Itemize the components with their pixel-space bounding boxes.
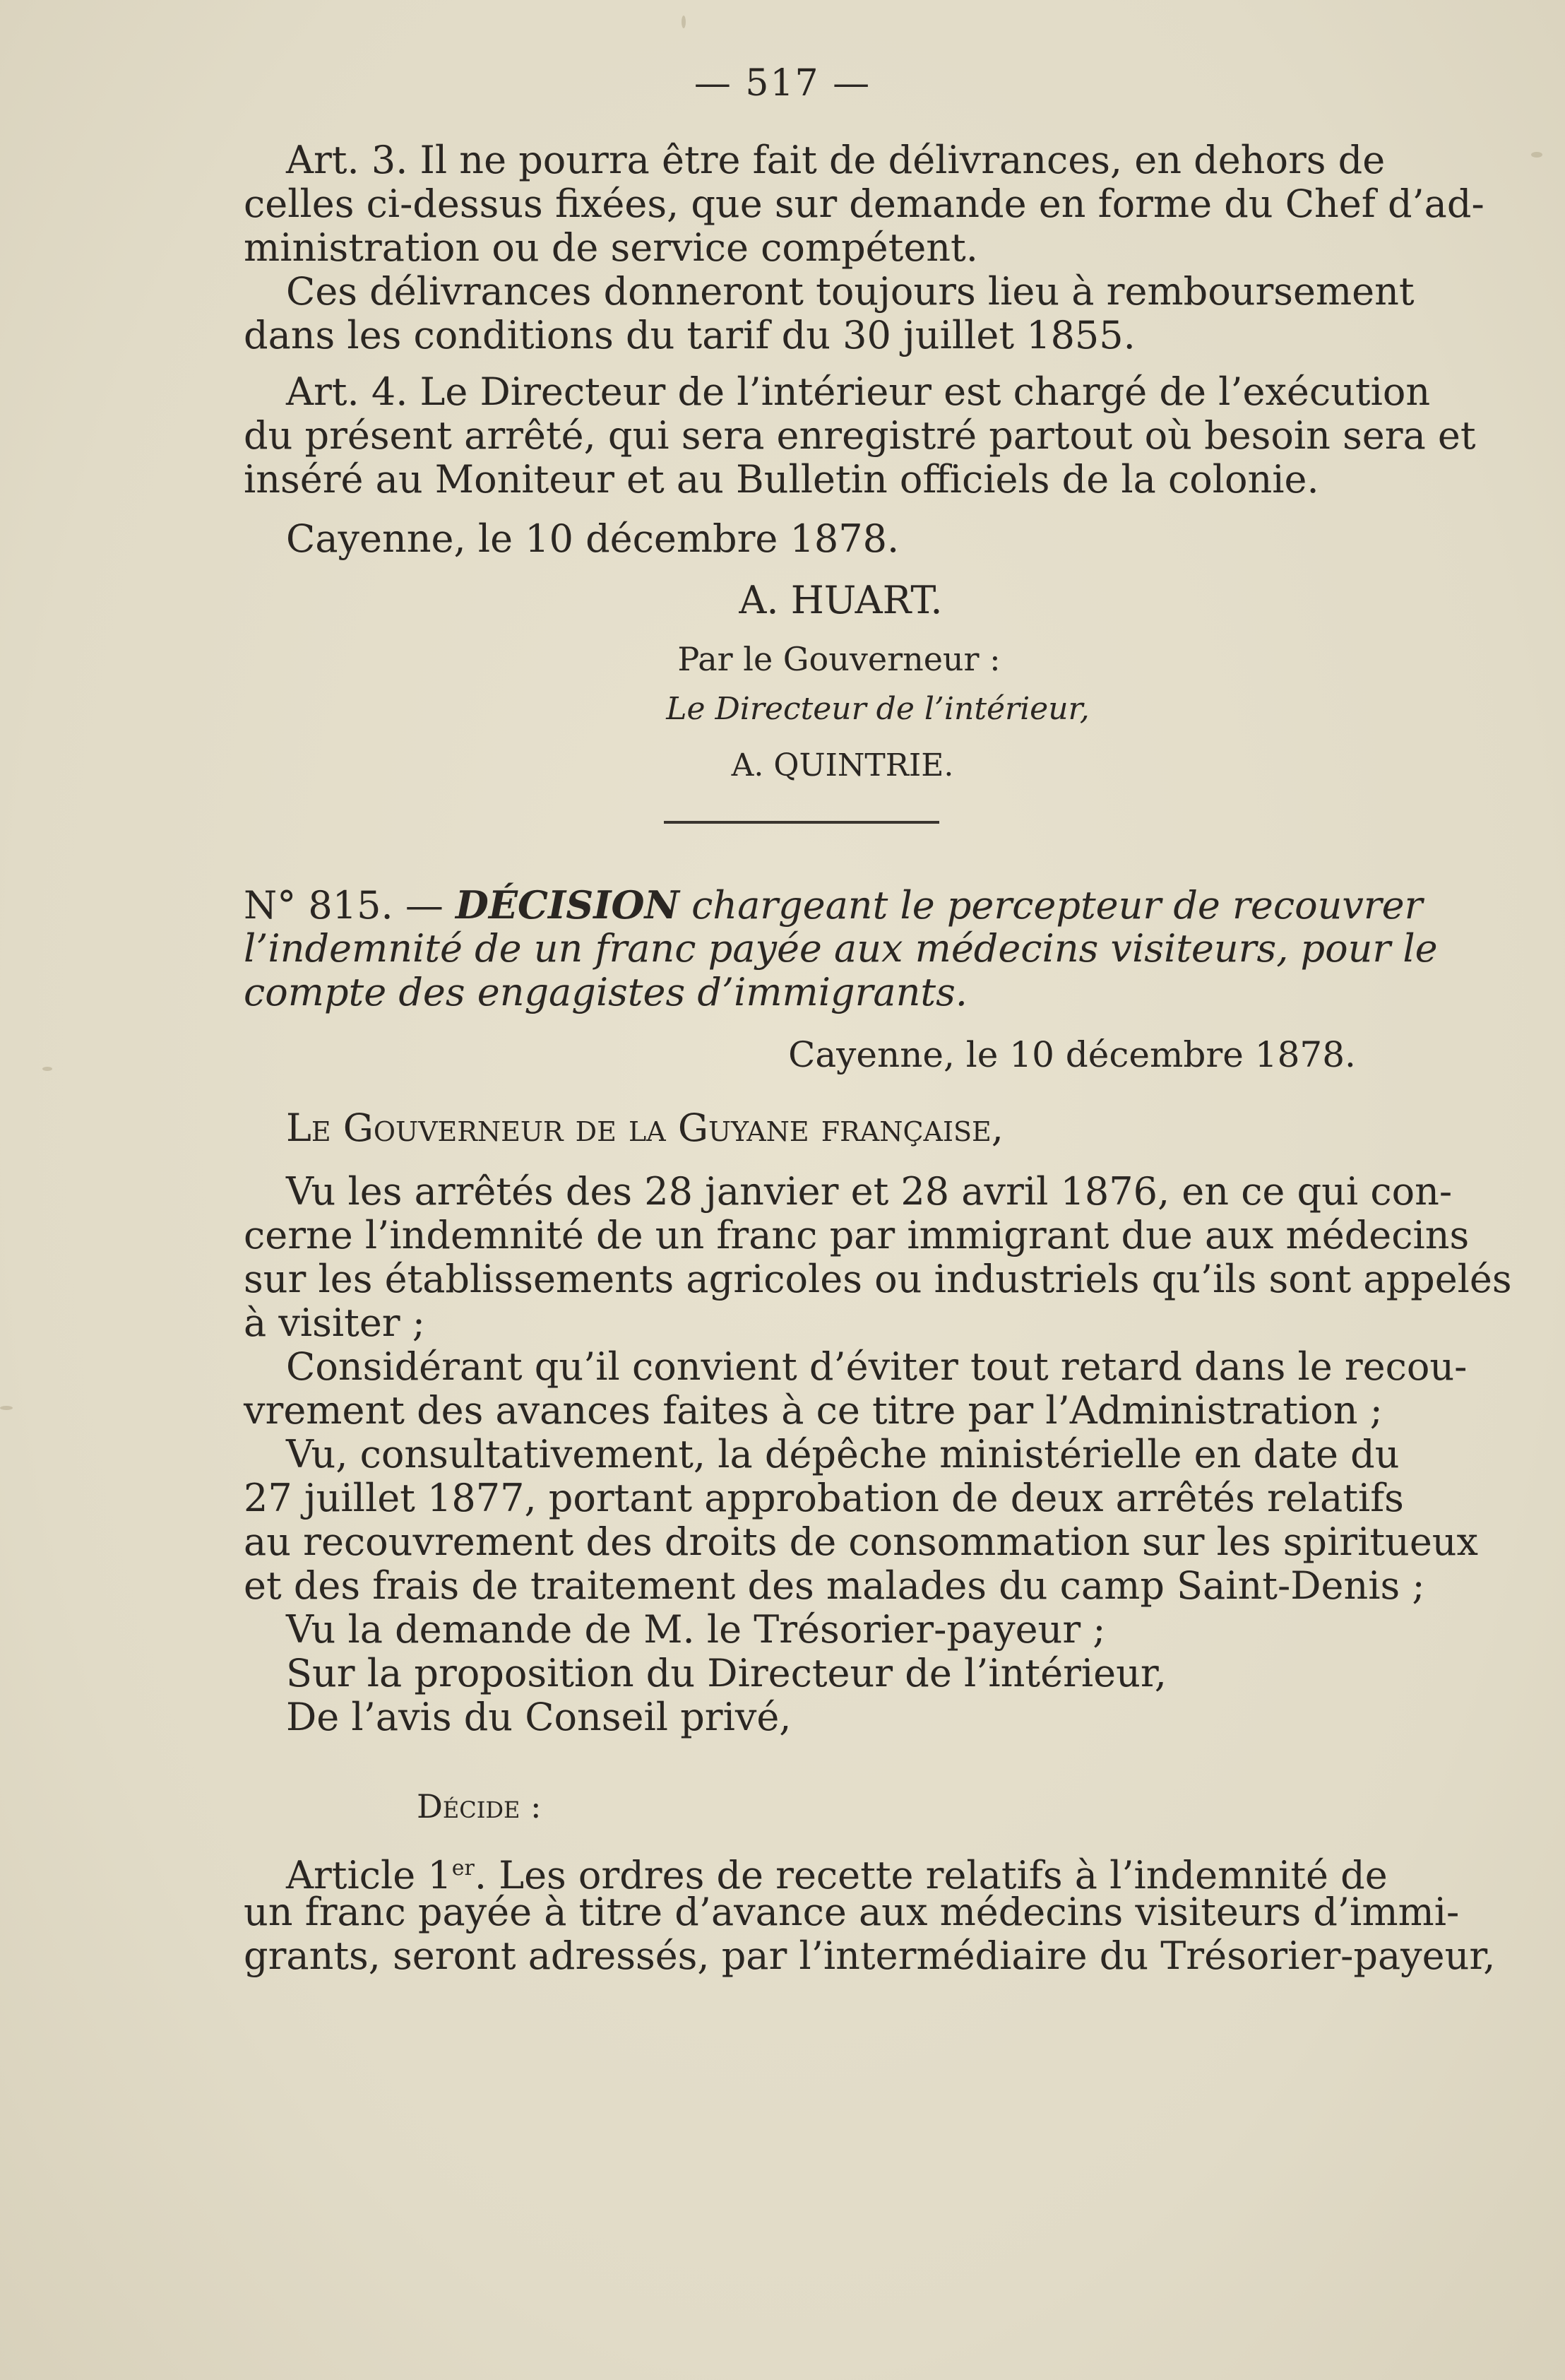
heading-line: l’indemnité de un franc payée aux médecins visiteurs, pour le [244,926,1438,971]
article-4 [244,369,1476,502]
text-line: Art. 4. Le Directeur de l’intérieur est chargé de l’exécution [286,369,1431,414]
page-number: — 517 — [694,62,871,105]
decision-title: chargeant le percepteur de recouvrer [691,883,1423,928]
text-line: Sur la proposition du Directeur de l’intérieur, [286,1651,1167,1695]
text-line: ministration ou de service compétent. [244,225,978,270]
section-divider [664,821,939,824]
text-line: cerne l’indemnité de un franc par immigrant due aux médecins [244,1213,1470,1257]
decision-date: Cayenne, le 10 décembre 1878. [788,1034,1356,1075]
article-1-sup: er [451,1856,475,1881]
paper-blemish [0,1406,13,1410]
text-line: Considérant qu’il convient d’éviter tout retard dans le recou- [286,1344,1468,1389]
text-line: au recouvrement des droits de consommation sur les spiritueux [244,1520,1479,1564]
text-line: 27 juillet 1877, portant approbation de deux arrêtés relatifs [244,1476,1404,1520]
text-line: un franc payée à titre d’avance aux médecins visiteurs d’immi- [244,1890,1460,1934]
text-line: Le Gouverneur de la Guyane française, [286,1106,1004,1150]
text-line: Cayenne, le 10 décembre 1878. [286,516,900,561]
text-line: Vu les arrêtés des 28 janvier et 28 avril 1876, en ce qui con- [286,1169,1453,1214]
text-line: à visiter ; [244,1301,425,1345]
decision-heading [244,882,1438,1014]
text-line: et des frais de traitement des malades du camp Saint-Denis ; [244,1563,1425,1608]
directeur-title: Le Directeur de l’intérieur, [666,691,1090,727]
decision-word: DÉCISION [456,882,679,928]
heading-line [244,882,1423,928]
text-line: Vu, consultativement, la dépêche ministérielle en date du [286,1432,1400,1476]
text-line: De l’avis du Conseil privé, [286,1695,792,1739]
text-line: celles ci-dessus fixées, que sur demande en forme du Chef d’ad- [244,182,1484,226]
text-line: grants, seront adressés, par l’intermédiaire du Trésorier-payeur, [244,1934,1496,1978]
text-line: Décide : [417,1787,542,1825]
text-line: du présent arrêté, qui sera enregistré partout où besoin sera et [244,413,1476,458]
decision-number: N° 815. — [244,883,444,928]
paper-blemish [682,16,686,28]
text-line: inséré au Moniteur et au Bulletin officiels de la colonie. [244,457,1319,502]
decide-heading [244,1784,1374,1828]
article-1 [244,1847,1496,1978]
signature-quintrie: A. QUINTRIE. [731,747,954,783]
text-line: vrement des avances faites à ce titre par l’Administration ; [244,1388,1383,1433]
article-1-text: . Les ordres de recette relatifs à l’indemnité de [474,1853,1388,1898]
article-1-label: Article 1 [286,1853,452,1898]
paper-blemish [1531,152,1542,158]
text-line: sur les établissements agricoles ou industriels qu’ils sont appelés [244,1257,1512,1301]
par-le-gouverneur: Par le Gouverneur : [677,640,1001,678]
text-line: Art. 3. Il ne pourra être fait de délivrances, en dehors de [286,138,1386,182]
text-line: Vu la demande de M. le Trésorier-payeur ; [286,1607,1106,1652]
place-date [244,517,1374,561]
text-line: Ces délivrances donneront toujours lieu à remboursement [286,269,1415,314]
signature-huart: A. HUART. [739,578,943,622]
heading-line: compte des engagistes d’immigrants. [244,970,968,1014]
text-line [244,1847,1388,1898]
article-3 [244,138,1484,357]
gouverneur-intro [244,1106,1374,1150]
text-line: dans les conditions du tarif du 30 juillet 1855. [244,313,1136,357]
considerants [244,1169,1512,1739]
